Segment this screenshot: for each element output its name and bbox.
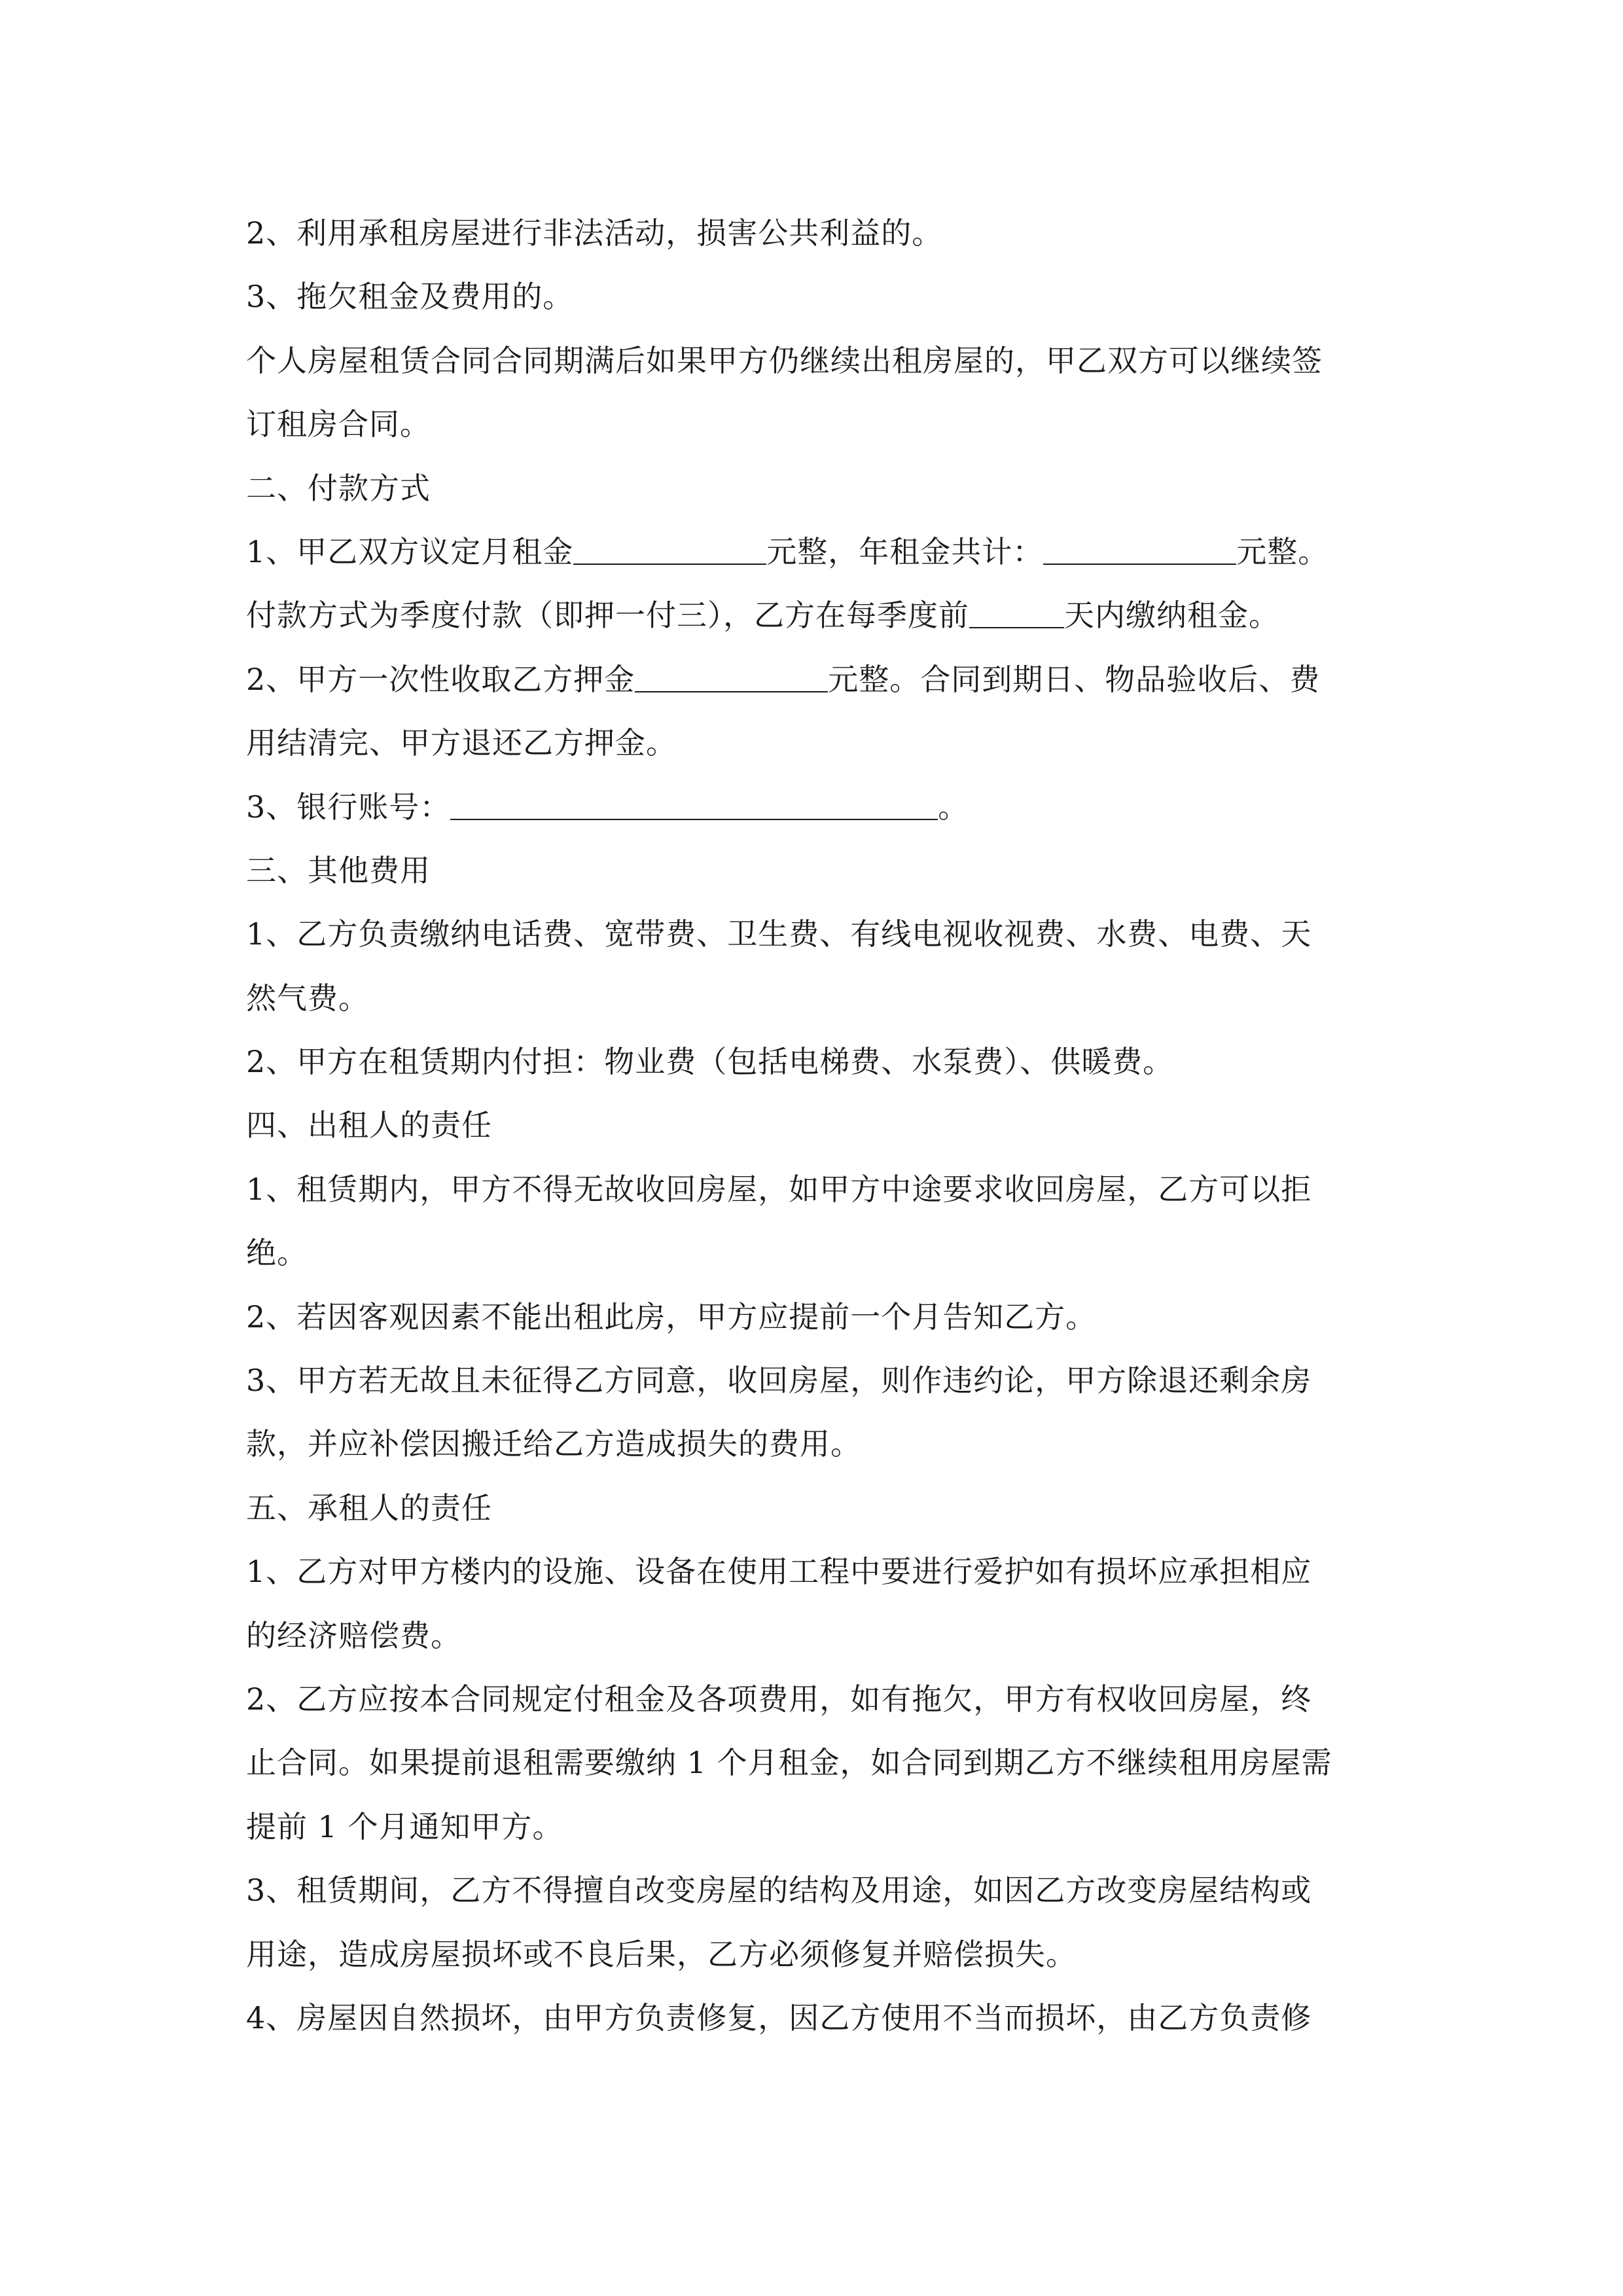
section-heading: 三、其他费用 xyxy=(246,852,431,888)
payment-method-line xyxy=(246,584,1378,647)
text-line: 4、房屋因自然损坏，由甲方负责修复，因乙方使用不当而损坏，由乙方负责修 xyxy=(246,2000,1312,2036)
payment-rent-line xyxy=(246,520,1378,584)
deposit-label: 2、甲方一次性收取乙方押金 xyxy=(246,661,635,697)
text-line: 订租房合同。 xyxy=(246,406,431,442)
text-line: 2、甲方在租赁期内付担：物业费（包括电梯费、水泵费）、供暖费。 xyxy=(246,1044,1174,1080)
text-line: 3、甲方若无故且未征得乙方同意，收回房屋，则作违约论，甲方除退还剩余房 xyxy=(246,1363,1312,1399)
text-line: 2、若因客观因素不能出租此房，甲方应提前一个月告知乙方。 xyxy=(246,1299,1097,1335)
bank-account-blank xyxy=(450,780,938,820)
bank-account-label: 3、银行账号： xyxy=(246,789,451,825)
text-line: 1、乙方对甲方楼内的设施、设备在使用工程中要进行爱护如有损坏应承担相应 xyxy=(246,1554,1312,1590)
payment-method-label: 付款方式为季度付款（即押一付三），乙方在每季度前 xyxy=(246,598,969,634)
text-line: 用途，造成房屋损坏或不良后果，乙方必须修复并赔偿损失。 xyxy=(246,1936,1077,1972)
text-line: 用结清完、甲方退还乙方押金。 xyxy=(246,725,677,761)
payment-method-end: 天内缴纳租金。 xyxy=(1064,598,1279,634)
deposit-blank xyxy=(635,652,828,692)
text-line: 1、租赁期内，甲方不得无故收回房屋，如甲方中途要求收回房屋，乙方可以拒 xyxy=(246,1171,1312,1207)
deposit-end: 元整。合同到期日、物品验收后、费 xyxy=(828,661,1321,697)
text-line: 提前 1 个月通知甲方。 xyxy=(246,1808,563,1844)
text-line: 2、乙方应按本合同规定付租金及各项费用，如有拖欠，甲方有权收回房屋，终 xyxy=(246,1681,1312,1717)
payment-rent-middle: 元整，年租金共计： xyxy=(766,533,1044,569)
bank-account-end: 。 xyxy=(938,789,969,825)
payment-days-blank xyxy=(969,588,1064,628)
monthly-rent-blank xyxy=(573,524,766,565)
text-line: 然气费。 xyxy=(246,980,369,1016)
text-line: 的经济赔偿费。 xyxy=(246,1617,461,1653)
text-line: 款，并应补偿因搬迁给乙方造成损失的费用。 xyxy=(246,1426,861,1462)
document-page xyxy=(246,202,1378,2050)
payment-rent-end: 元整。 xyxy=(1236,533,1329,569)
deposit-line xyxy=(246,648,1378,711)
text-line: 2、利用承租房屋进行非法活动，损害公共利益的。 xyxy=(246,215,943,251)
text-line: 绝。 xyxy=(246,1235,308,1271)
text-line: 3、租赁期间，乙方不得擅自改变房屋的结构及用途，如因乙方改变房屋结构或 xyxy=(246,1873,1312,1909)
text-line: 3、拖欠租金及费用的。 xyxy=(246,279,574,315)
section-heading: 四、出租人的责任 xyxy=(246,1107,492,1143)
annual-rent-blank xyxy=(1043,524,1236,565)
text-line: 1、乙方负责缴纳电话费、宽带费、卫生费、有线电视收视费、水费、电费、天 xyxy=(246,916,1312,952)
bank-account-line xyxy=(246,776,1378,839)
section-heading: 五、承租人的责任 xyxy=(246,1490,492,1526)
text-line: 个人房屋租赁合同合同期满后如果甲方仍继续出租房屋的，甲乙双方可以继续签 xyxy=(246,342,1323,378)
payment-rent-label: 1、甲乙双方议定月租金 xyxy=(246,533,574,569)
section-heading: 二、付款方式 xyxy=(246,470,431,506)
text-line: 止合同。如果提前退租需要缴纳 1 个月租金，如合同到期乙方不继续租用房屋需 xyxy=(246,1745,1332,1781)
